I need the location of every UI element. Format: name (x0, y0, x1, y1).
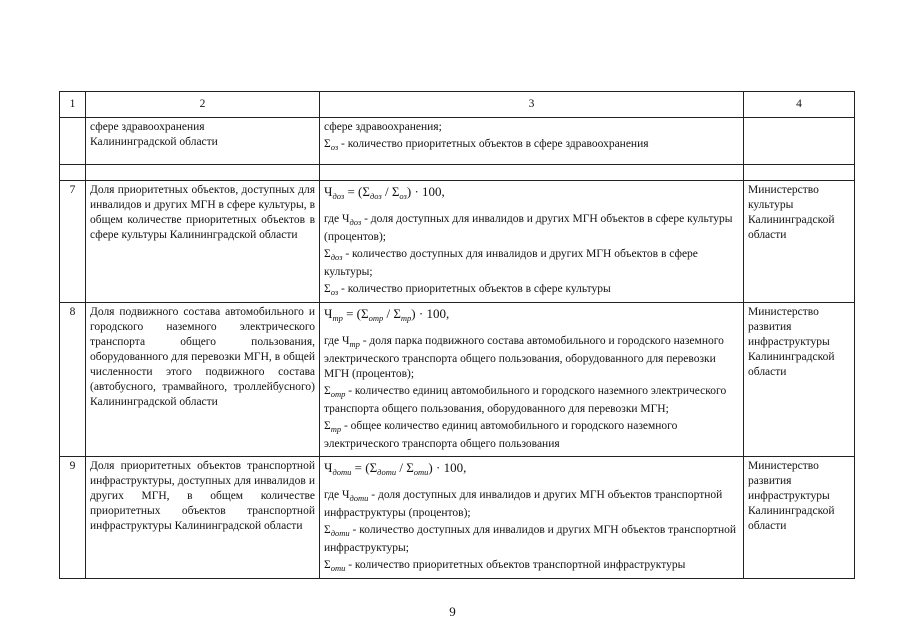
definition-line (324, 384, 739, 417)
subscript: оти (413, 467, 429, 477)
indicator-name-line: сфере здравоохранения (90, 121, 205, 133)
ministry-line: области (748, 520, 787, 532)
formula-part: Ч (324, 184, 333, 199)
subscript: тр (349, 339, 360, 349)
indicator-name-cell (86, 118, 320, 165)
definition-text: - доля доступных для инвалидов и других МГН объектов в сфере культуры (процентов); (324, 213, 733, 243)
definition-symbol: Σ (324, 524, 331, 536)
ministry-line: Министерство (748, 184, 819, 196)
subscript: тр (332, 313, 343, 323)
subscript: тр (400, 313, 412, 323)
formula-part: Ч (324, 306, 333, 321)
subscript: оз (330, 287, 339, 297)
header-row (60, 92, 855, 118)
ministry-cell (744, 118, 855, 165)
definition-line (324, 334, 739, 382)
ministry-line: Министерство (748, 460, 819, 472)
formula-part: = (Σ (344, 184, 370, 199)
ministry-line: области (748, 366, 787, 378)
definition-symbol: где Ч (324, 213, 350, 225)
ministry-line: развития (748, 475, 792, 487)
spacer-cell (60, 165, 86, 181)
ministry-line: Министерство (748, 306, 819, 318)
definition-text: - общее количество единиц автомобильного и городского наземного электрического транспорта общего пользования (324, 420, 678, 450)
ministry-line: развития (748, 321, 792, 333)
subscript: оз (330, 142, 339, 152)
indicator-name: Доля приоритетных объектов транспортной инфраструктуры, доступных для инвалидов и других МГН, в общем количестве приоритетных объектов транспортной инфраструктуры Калининградской области (86, 457, 320, 579)
indicator-name-line: Калининградской области (90, 136, 218, 148)
definition-symbol: Σ (324, 248, 331, 260)
formula-part: / Σ (396, 460, 414, 475)
definition-symbol: где Ч (324, 489, 350, 501)
definition-line (324, 282, 739, 300)
ministry-line: Калининградской (748, 351, 835, 363)
subscript: доти (377, 467, 397, 477)
ministry-cell (744, 457, 855, 579)
subscript: доти (332, 467, 352, 477)
subscript: отр (330, 389, 346, 399)
formula-part: ) · 100, (411, 306, 450, 321)
formula-cell (320, 457, 744, 579)
definition-symbol: Σ (324, 385, 331, 397)
formula-part: / Σ (383, 306, 401, 321)
num-cell (60, 118, 86, 165)
page-number: 9 (449, 604, 456, 619)
formula (324, 183, 739, 205)
definition-line: сфере здравоохранения; (324, 121, 442, 133)
formula-cell (320, 303, 744, 457)
subscript: тр (330, 424, 342, 434)
definition-symbol: где Ч (324, 335, 350, 347)
formula-part: ) · 100, (428, 460, 467, 475)
definition-text: - количество приоритетных объектов в сфере здравоохранения (338, 138, 649, 150)
definition-symbol: Σ (324, 420, 331, 432)
formula-part: Ч (324, 460, 333, 475)
row-number: 8 (60, 303, 86, 457)
subscript: доти (349, 493, 369, 503)
definition-line (324, 419, 739, 452)
subscript: оз (399, 191, 407, 201)
formula (324, 459, 739, 481)
table-row (60, 457, 855, 579)
formula-cell (320, 118, 744, 165)
definition-line (324, 558, 739, 576)
subscript: доз (330, 252, 343, 262)
ministry-line: инфраструктуры (748, 336, 830, 348)
spacer-cell (744, 165, 855, 181)
definition-text: - количество приоритетных объектов в сфере культуры (338, 283, 611, 295)
subscript: доз (332, 191, 345, 201)
ministry-cell (744, 181, 855, 303)
definition-line (324, 247, 739, 280)
header-col-2: 2 (86, 92, 320, 118)
subscript: отр (368, 313, 384, 323)
subscript: доти (330, 528, 350, 538)
subscript: доз (349, 217, 362, 227)
definition-text: - доля доступных для инвалидов и других МГН объектов транспортной инфраструктуры (процентов); (324, 489, 723, 519)
row-number: 9 (60, 457, 86, 579)
header-col-3: 3 (320, 92, 744, 118)
ministry-line: инфраструктуры (748, 490, 830, 502)
formula-cell (320, 181, 744, 303)
indicators-table (59, 91, 855, 579)
ministry-line: области (748, 229, 787, 241)
definition-text: - количество доступных для инвалидов и других МГН объектов транспортной инфраструктуры; (324, 524, 737, 554)
definition-text: - доля парка подвижного состава автомобильного и городского наземного электрического транспорта общего пользования, оборудованного для перевозки МГН (процентов); (324, 335, 724, 380)
definition-symbol: Σ (324, 283, 331, 295)
definition-text: - количество доступных для инвалидов и других МГН объектов в сфере культуры; (324, 248, 698, 278)
definition-text: - количество приоритетных объектов транспортной инфраструктуры (345, 559, 686, 571)
subscript: оти (330, 563, 346, 573)
definition-line (324, 523, 739, 556)
formula-part: ) · 100, (406, 184, 445, 199)
definition-line (324, 212, 739, 245)
formula-part: = (Σ (351, 460, 378, 475)
ministry-line: культуры (748, 199, 794, 211)
ministry-line: Калининградской (748, 505, 835, 517)
definition-text: - количество единиц автомобильного и городского наземного электрического транспорта общего пользования, оборудованного для перевозки МГН; (324, 385, 727, 415)
definition-symbol: Σ (324, 559, 331, 571)
continuation-row (60, 118, 855, 165)
sigma-symbol: Σ (324, 138, 331, 150)
indicator-name: Доля подвижного состава автомобильного и городского наземного электрического транспорта общего пользования, оборудованного для перевозки МГН, в общей численности этого подвижного состава (автобусного, трамвайного, троллейбусного) Калининградской области (86, 303, 320, 457)
definition-line (324, 488, 739, 521)
table-row (60, 303, 855, 457)
definition-line (324, 137, 739, 155)
ministry-cell (744, 303, 855, 457)
indicator-name: Доля приоритетных объектов, доступных для инвалидов и других МГН в сфере культуры, в общем количестве приоритетных объектов в сфере культуры Калининградской области (86, 181, 320, 303)
formula-part: / Σ (381, 184, 400, 199)
table-row (60, 181, 855, 303)
formula-part: = (Σ (342, 306, 369, 321)
formula (324, 305, 739, 327)
row-number: 7 (60, 181, 86, 303)
spacer-row (60, 165, 855, 181)
header-col-1: 1 (60, 92, 86, 118)
header-col-4: 4 (744, 92, 855, 118)
spacer-cell (86, 165, 320, 181)
ministry-line: Калининградской (748, 214, 835, 226)
subscript: доз (369, 191, 382, 201)
spacer-cell (320, 165, 744, 181)
